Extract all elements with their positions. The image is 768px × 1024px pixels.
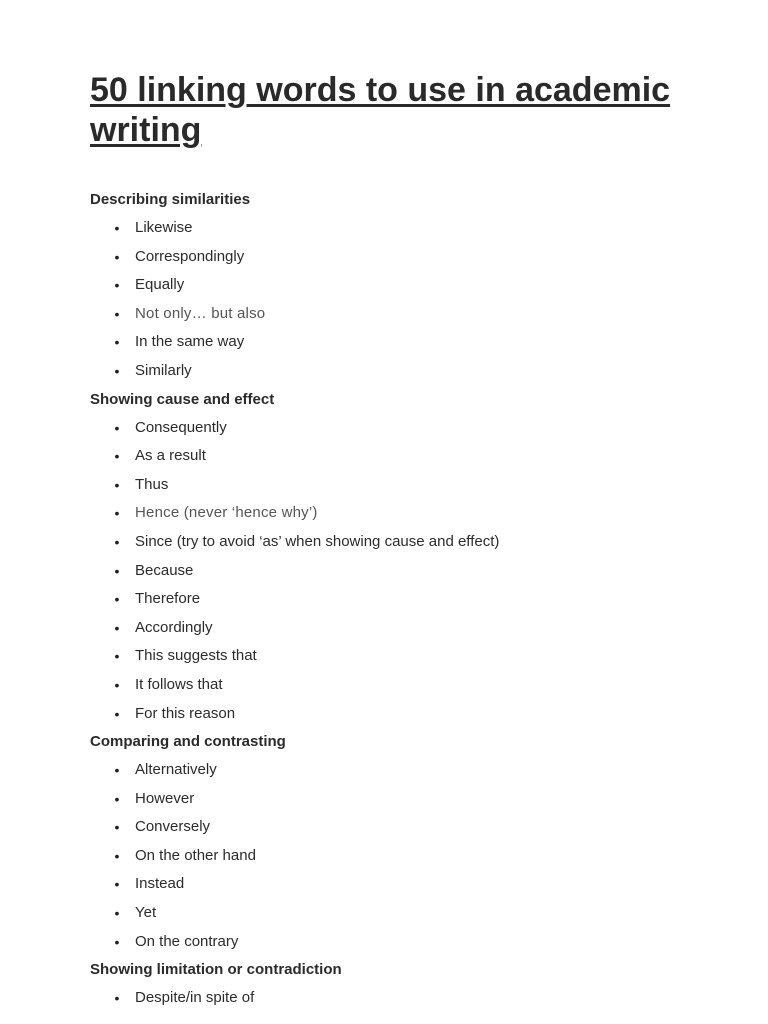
- list-item-text: Equally: [135, 276, 185, 294]
- document-page: [90, 70, 710, 1013]
- list-item: [90, 642, 710, 671]
- bullet-list: [90, 214, 710, 386]
- list-item: [90, 870, 710, 899]
- bullet-icon: •: [114, 762, 120, 779]
- list-item: [90, 557, 710, 586]
- bullet-icon: •: [114, 562, 120, 579]
- list-item-text: Conversely: [135, 818, 211, 836]
- bullet-icon: •: [114, 305, 120, 322]
- list-item-text: Yet: [135, 904, 157, 922]
- bullet-icon: •: [114, 905, 120, 922]
- list-item-text: Not only… but also: [135, 304, 266, 322]
- list-item-text: Correspondingly: [135, 247, 245, 265]
- list-item: [90, 585, 710, 614]
- list-item: [90, 899, 710, 928]
- bullet-icon: •: [114, 876, 120, 893]
- list-item-text: Alternatively: [135, 761, 217, 779]
- bullet-icon: •: [114, 220, 120, 236]
- bullet-icon: •: [114, 790, 120, 807]
- list-item-text: Similarly: [135, 361, 192, 379]
- bullet-icon: •: [114, 819, 120, 836]
- sections-container: [90, 186, 710, 1013]
- list-item: [90, 700, 710, 729]
- section-heading: Showing limitation or contradiction: [90, 961, 342, 979]
- section-comparing-and-contrasting: [90, 728, 710, 956]
- list-item-text: Despite/in spite of: [135, 989, 255, 1007]
- section-heading: Showing cause and effect: [90, 390, 275, 408]
- bullet-icon: •: [114, 933, 120, 950]
- list-item: [90, 271, 710, 300]
- list-item: [90, 243, 710, 272]
- bullet-list: [90, 984, 710, 1013]
- list-item: [90, 357, 710, 386]
- list-item-text: Because: [135, 561, 194, 579]
- list-item: [90, 756, 710, 785]
- list-item: [90, 984, 710, 1013]
- list-item: [90, 528, 710, 557]
- list-item: [90, 813, 710, 842]
- list-item: [90, 842, 710, 871]
- list-item-text: Consequently: [135, 418, 227, 436]
- bullet-icon: •: [114, 705, 120, 722]
- section-heading: Comparing and contrasting: [90, 733, 286, 751]
- bullet-icon: •: [114, 619, 120, 636]
- list-item-text: Likewise: [135, 219, 193, 236]
- bullet-icon: •: [114, 648, 120, 665]
- list-item: [90, 300, 710, 329]
- list-item: [90, 442, 710, 471]
- list-item-text: Thus: [135, 475, 169, 493]
- list-item: [90, 499, 710, 528]
- bullet-icon: •: [114, 334, 120, 351]
- bullet-icon: •: [114, 419, 120, 436]
- bullet-icon: •: [114, 476, 120, 493]
- bullet-icon: •: [114, 505, 120, 522]
- section-limitation-or-contradiction: [90, 956, 710, 1013]
- list-item-text: In the same way: [135, 333, 245, 351]
- list-item-text: This suggests that: [135, 647, 257, 665]
- list-item-text: Therefore: [135, 590, 201, 608]
- list-item-text: It follows that: [135, 675, 223, 693]
- list-item-text: On the contrary: [135, 932, 239, 950]
- bullet-list: [90, 414, 710, 729]
- bullet-icon: •: [114, 990, 120, 1007]
- list-item: [90, 928, 710, 957]
- list-item-text: Instead: [135, 875, 185, 893]
- bullet-icon: •: [114, 847, 120, 864]
- list-item-text: Hence (never ‘hence why’): [135, 504, 318, 522]
- list-item-text: However: [135, 789, 195, 807]
- bullet-icon: •: [114, 277, 120, 294]
- bullet-icon: •: [114, 362, 120, 379]
- list-item-text: On the other hand: [135, 846, 256, 864]
- list-item-text: Accordingly: [135, 618, 213, 636]
- section-describing-similarities: [90, 186, 710, 386]
- list-item-text: As a result: [135, 447, 206, 465]
- list-item-text: Since (try to avoid ‘as’ when showing cause and effect): [135, 532, 500, 550]
- bullet-icon: •: [114, 591, 120, 608]
- list-item: [90, 471, 710, 500]
- bullet-icon: •: [114, 448, 120, 465]
- bullet-list: [90, 756, 710, 956]
- page-title: 50 linking words to use in academic writing: [90, 71, 671, 149]
- list-item: [90, 414, 710, 443]
- bullet-icon: •: [114, 676, 120, 693]
- list-item: [90, 214, 710, 243]
- list-item: [90, 614, 710, 643]
- section-cause-and-effect: [90, 386, 710, 729]
- list-item-text: For this reason: [135, 704, 236, 722]
- bullet-icon: •: [114, 248, 120, 265]
- bullet-icon: •: [114, 533, 120, 550]
- list-item: [90, 671, 710, 700]
- list-item: [90, 785, 710, 814]
- list-item: [90, 328, 710, 357]
- section-heading: Describing similarities: [90, 191, 251, 208]
